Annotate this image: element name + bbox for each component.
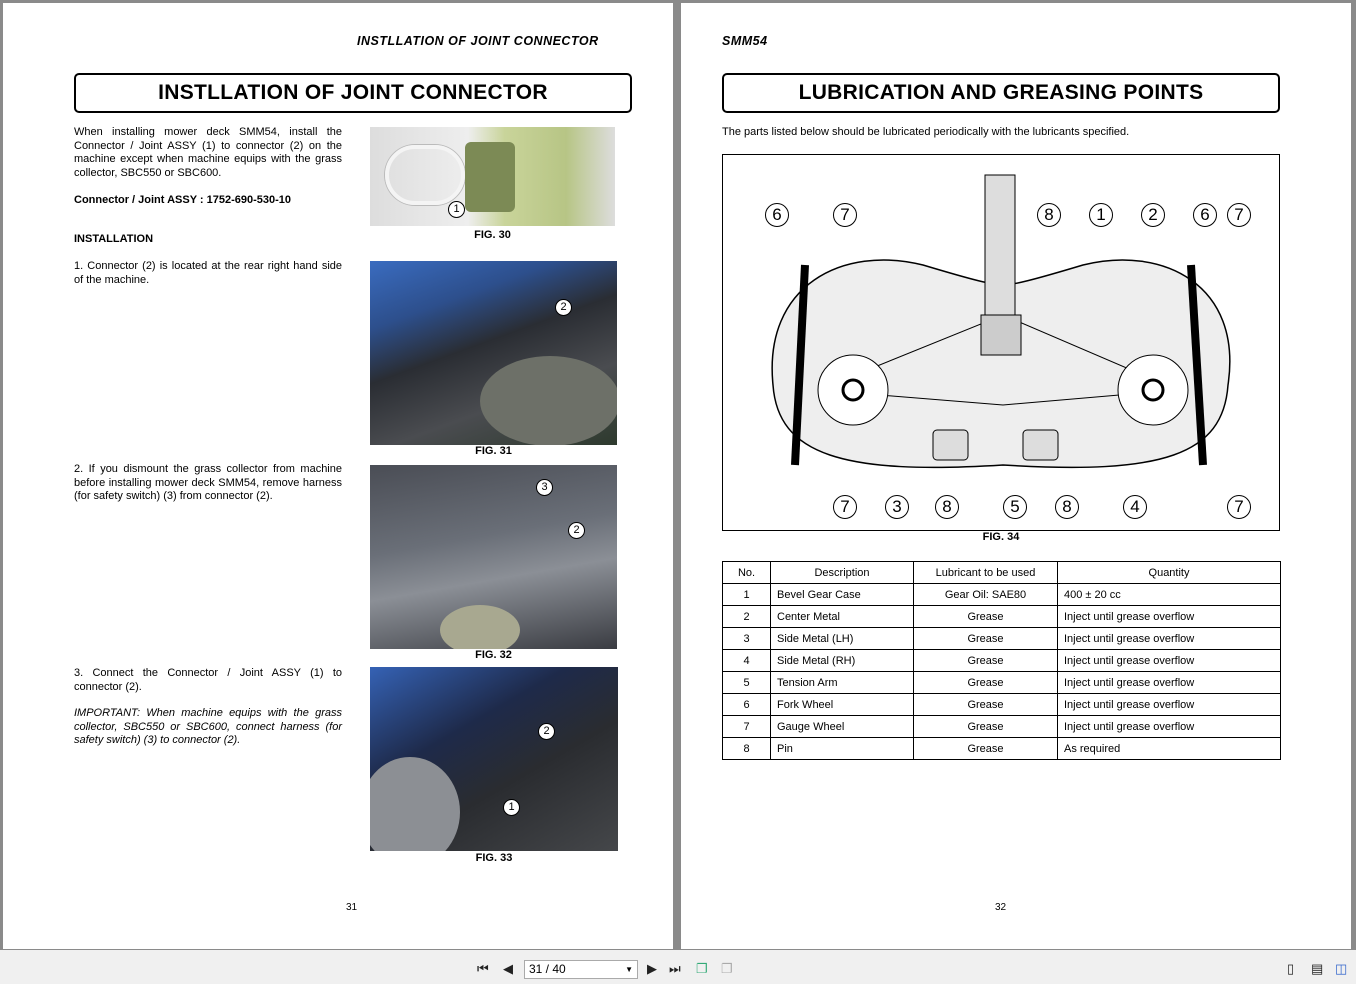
cell-lubricant: Grease <box>914 672 1058 694</box>
intro-text: When installing mower deck SMM54, install the Connector / Joint ASSY (1) to connector (2) on the machine except when machine equips with the grass collector, SBC550 or SBC600. <box>74 126 342 179</box>
last-page-icon[interactable]: ⏭ <box>669 961 681 976</box>
callout-8: 8 <box>1037 203 1061 227</box>
lubrication-diagram <box>722 154 1280 531</box>
table-row <box>723 606 1281 628</box>
fig30-photo <box>370 127 615 226</box>
col-quantity: Quantity <box>1058 562 1281 584</box>
cell-lubricant: Grease <box>914 628 1058 650</box>
cell-no: 3 <box>723 628 771 650</box>
cell-lubricant: Grease <box>914 716 1058 738</box>
callout-8: 8 <box>1055 495 1079 519</box>
table-row <box>723 584 1281 606</box>
page-number: 31 <box>346 902 358 913</box>
left-page <box>3 3 673 949</box>
step-3: 3. Connect the Connector / Joint ASSY (1) to connector (2). <box>74 667 342 693</box>
fig-31-caption: FIG. 31 <box>475 445 512 457</box>
two-page-view-icon[interactable]: ◫ <box>1335 961 1348 976</box>
page-number: 32 <box>995 902 1007 913</box>
tire <box>480 356 617 445</box>
table-row <box>723 716 1281 738</box>
callout-8: 8 <box>935 495 959 519</box>
cell-description: Bevel Gear Case <box>771 584 914 606</box>
tire <box>370 757 460 851</box>
cell-quantity: Inject until grease overflow <box>1058 716 1281 738</box>
single-page-view-icon[interactable]: ▯ <box>1287 961 1295 976</box>
callout-2: 2 <box>555 299 572 316</box>
callout-6: 6 <box>1193 203 1217 227</box>
callout-1: 1 <box>503 799 520 816</box>
rotate-back-icon[interactable]: ❐ <box>721 961 733 976</box>
table-row <box>723 672 1281 694</box>
intro-text: The parts listed below should be lubricated periodically with the lubricants specified. <box>722 126 1130 138</box>
callout-7: 7 <box>1227 203 1251 227</box>
cell-description: Side Metal (RH) <box>771 650 914 672</box>
fig31-photo <box>370 261 617 445</box>
cell-no: 2 <box>723 606 771 628</box>
cell-quantity: Inject until grease overflow <box>1058 672 1281 694</box>
callout-7: 7 <box>1227 495 1251 519</box>
fig-30-caption: FIG. 30 <box>474 229 511 241</box>
fig-33-caption: FIG. 33 <box>475 852 513 864</box>
callout-3: 3 <box>536 479 553 496</box>
cell-no: 5 <box>723 672 771 694</box>
cell-description: Tension Arm <box>771 672 914 694</box>
wire-loop <box>385 145 465 205</box>
fig-32-caption: FIG. 32 <box>475 649 512 661</box>
cell-no: 4 <box>723 650 771 672</box>
callout-4: 4 <box>1123 495 1147 519</box>
cell-lubricant: Grease <box>914 738 1058 760</box>
callout-2: 2 <box>538 723 555 740</box>
step-1: 1. Connector (2) is located at the rear right hand side of the machine. <box>74 260 342 286</box>
cell-description: Gauge Wheel <box>771 716 914 738</box>
part-number: Connector / Joint ASSY : 1752-690-530-10 <box>74 194 292 206</box>
col-no: No. <box>723 562 771 584</box>
table-header-row <box>723 562 1281 584</box>
lubrication-table <box>722 561 1281 760</box>
right-page <box>681 3 1351 949</box>
cell-quantity: Inject until grease overflow <box>1058 694 1281 716</box>
fig32-photo <box>370 465 617 649</box>
section-heading: INSTALLATION <box>74 233 154 245</box>
cell-quantity: Inject until grease overflow <box>1058 628 1281 650</box>
cell-quantity: 400 ± 20 cc <box>1058 584 1281 606</box>
cell-lubricant: Grease <box>914 650 1058 672</box>
callout-7: 7 <box>833 203 857 227</box>
callout-2: 2 <box>568 522 585 539</box>
callout-1: 1 <box>1089 203 1113 227</box>
cell-lubricant: Grease <box>914 694 1058 716</box>
cell-no: 8 <box>723 738 771 760</box>
cell-description: Center Metal <box>771 606 914 628</box>
previous-page-icon[interactable]: ◀ <box>503 961 513 976</box>
next-page-icon[interactable]: ▶ <box>647 961 657 976</box>
cell-description: Fork Wheel <box>771 694 914 716</box>
page-title: LUBRICATION AND GREASING POINTS <box>722 73 1280 113</box>
page-selector[interactable] <box>524 960 638 979</box>
callout-2: 2 <box>1141 203 1165 227</box>
col-lubricant: Lubricant to be used <box>914 562 1058 584</box>
cell-no: 1 <box>723 584 771 606</box>
cell-quantity: Inject until grease overflow <box>1058 650 1281 672</box>
callout-6: 6 <box>765 203 789 227</box>
callout-5: 5 <box>1003 495 1027 519</box>
important-note: IMPORTANT: When machine equips with the grass collector, SBC550 or SBC600, connect harness (for safety switch) (3) to connector (2). <box>74 707 342 747</box>
running-head: INSTLLATION OF JOINT CONNECTOR <box>357 34 599 48</box>
continuous-view-icon[interactable]: ▤ <box>1311 961 1324 976</box>
table-row <box>723 694 1281 716</box>
cell-lubricant: Gear Oil: SAE80 <box>914 584 1058 606</box>
cell-description: Pin <box>771 738 914 760</box>
cell-quantity: Inject until grease overflow <box>1058 606 1281 628</box>
cell-no: 6 <box>723 694 771 716</box>
fig-34-caption: FIG. 34 <box>982 531 1020 543</box>
chevron-down-icon: ▼ <box>625 965 633 974</box>
cell-no: 7 <box>723 716 771 738</box>
table-row <box>723 650 1281 672</box>
viewer-toolbar <box>0 950 1356 984</box>
cell-lubricant: Grease <box>914 606 1058 628</box>
table-row <box>723 628 1281 650</box>
first-page-icon[interactable]: ⏮ <box>477 961 489 976</box>
tire <box>440 605 520 649</box>
step-2: 2. If you dismount the grass collector from machine before installing mower deck SMM54, remove harness (for safety switch) (3) from connector (2). <box>74 463 342 503</box>
fig33-photo <box>370 667 618 851</box>
page-indicator: 31 / 40 <box>529 962 566 976</box>
cell-description: Side Metal (LH) <box>771 628 914 650</box>
callout-7: 7 <box>833 495 857 519</box>
col-description: Description <box>771 562 914 584</box>
page-title: INSTLLATION OF JOINT CONNECTOR <box>74 73 632 113</box>
callout-3: 3 <box>885 495 909 519</box>
table-row <box>723 738 1281 760</box>
rotate-icon[interactable]: ❐ <box>696 961 708 976</box>
running-head: SMM54 <box>722 34 768 48</box>
callout-1: 1 <box>448 201 465 218</box>
cell-quantity: As required <box>1058 738 1281 760</box>
connector-plug <box>465 142 515 212</box>
